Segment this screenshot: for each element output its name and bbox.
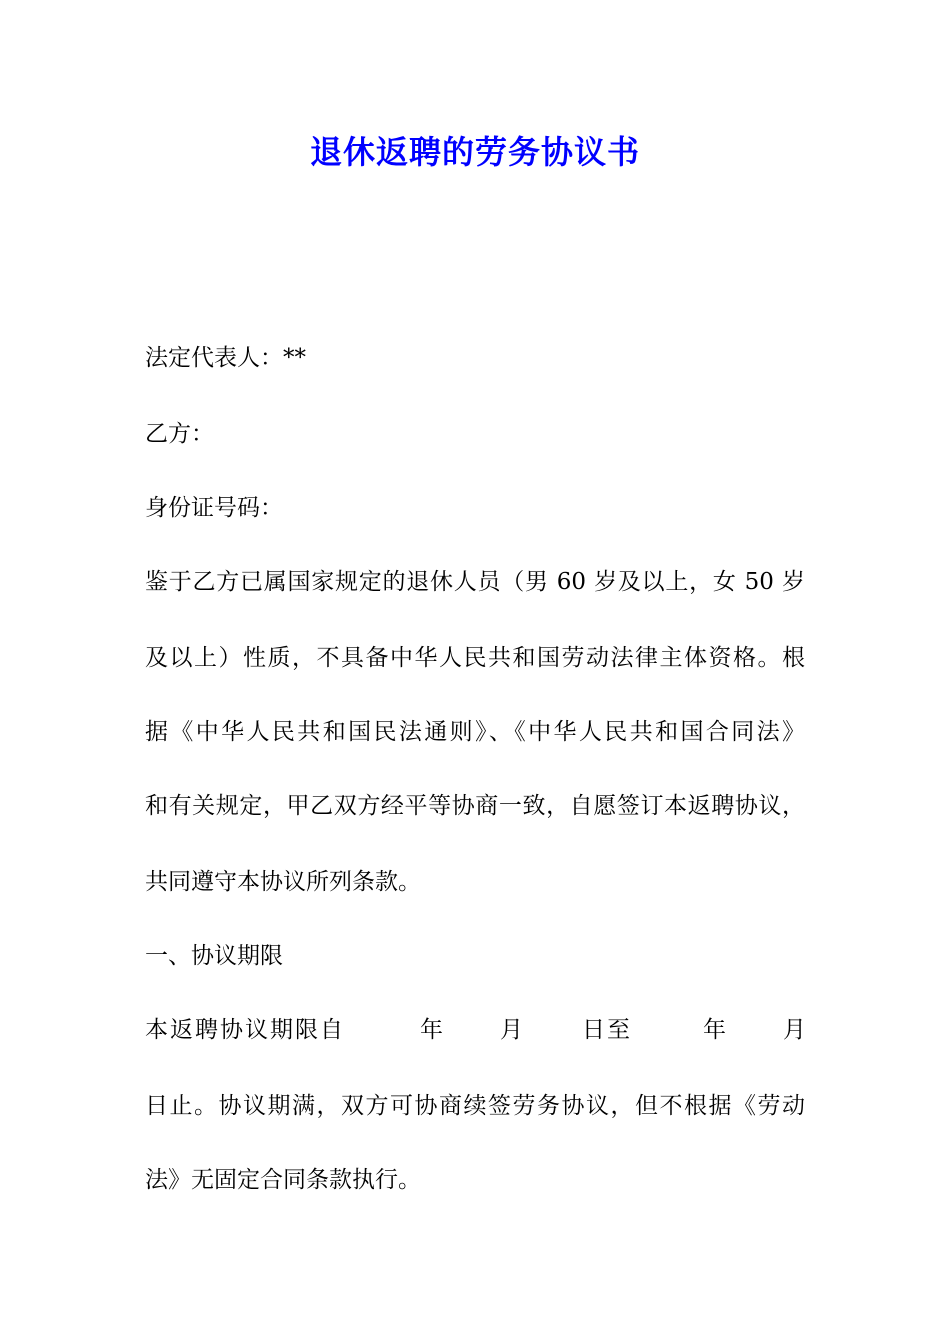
legal-representative-line: 法定代表人：** <box>145 345 306 371</box>
document-title: 退休返聘的劳务协议书 <box>309 133 640 171</box>
term-text-line-2: 法》无固定合同条款执行。 <box>145 1167 421 1193</box>
preamble-line-4: 和有关规定，甲乙双方经平等协商一致，自愿签订本返聘协议， <box>145 793 805 819</box>
start-year-label: 年 <box>420 1017 443 1043</box>
party-b-line: 乙方： <box>145 421 214 447</box>
preamble-line-3: 据《中华人民共和国民法通则》、《中华人民共和国合同法》 <box>145 719 805 745</box>
preamble-line-1: 鉴于乙方已属国家规定的退休人员（男 60 岁及以上，女 50 岁 <box>145 569 805 595</box>
preamble-line-2: 及以上）性质，不具备中华人民共和国劳动法律主体资格。根 <box>145 645 805 671</box>
id-number-line: 身份证号码： <box>145 495 283 521</box>
period-prefix: 本返聘协议期限自 <box>145 1017 345 1043</box>
agreement-period-line <box>145 1014 805 1046</box>
preamble-line-5: 共同遵守本协议所列条款。 <box>145 869 421 895</box>
end-month-label: 月 <box>783 1017 806 1043</box>
start-day-to-label: 日至 <box>582 1017 632 1043</box>
term-text-line-1: 日止。协议期满，双方可协商续签劳务协议，但不根据《劳动 <box>145 1093 805 1119</box>
section-heading-term: 一、协议期限 <box>145 943 283 969</box>
start-month-label: 月 <box>500 1017 523 1043</box>
end-year-label: 年 <box>703 1017 726 1043</box>
